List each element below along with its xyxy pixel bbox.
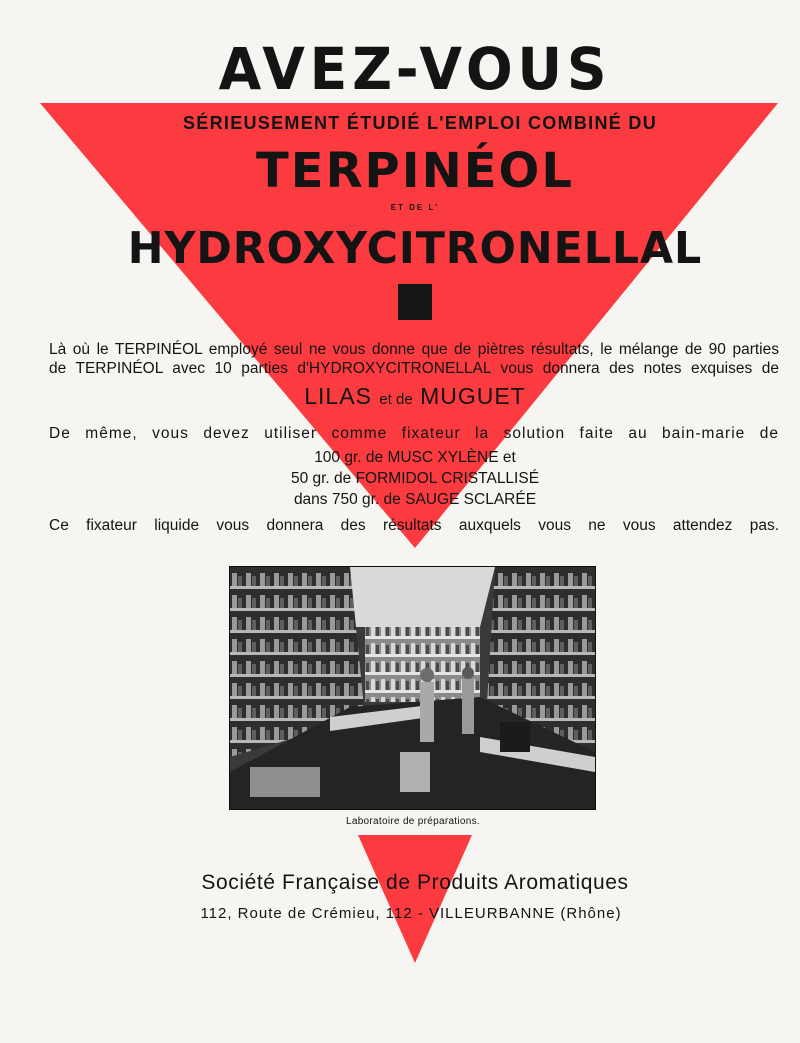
connector-text: ET DE L' — [390, 203, 440, 212]
recipe-line: 100 gr. de MUSC XYLÈNE et — [314, 449, 516, 466]
recipe-line: 50 gr. de FORMIDOL CRISTALLISÉ — [290, 470, 540, 487]
product-name-hydroxycitronellal: HYDROXYCITRONELLAL — [127, 223, 703, 274]
flower-joiner: et de — [379, 391, 413, 408]
black-square-ornament — [398, 284, 432, 320]
company-name: Société Française de Produits Aromatiques — [201, 871, 629, 894]
company-address: 112, Route de Crémieu, 112 - VILLEURBANNE (Rhône) — [200, 905, 622, 922]
flower-lilas: LILAS — [304, 383, 372, 409]
headline: AVEZ-VOUS — [218, 35, 612, 103]
small-red-triangle — [358, 835, 472, 963]
paragraph-3: Ce fixateur liquide vous donnera des résultats auxquels vous ne vous attendez pas. — [49, 517, 779, 534]
paragraph-1-line-2: de TERPINÉOL avec 10 parties d'HYDROXYCITRONELLAL vous donnera des notes exquises de — [49, 360, 779, 377]
recipe-line: dans 750 gr. de SAUGE SCLARÉE — [293, 491, 537, 508]
photo-caption: Laboratoire de préparations. — [345, 816, 481, 827]
product-name-terpineol: TERPINÉOL — [256, 143, 574, 199]
paragraph-1-line-1: Là où le TERPINÉOL employé seul ne vous donne que de piètres résultats, le mélange de 90 parties — [49, 341, 779, 358]
paragraph-2: De même, vous devez utiliser comme fixateur la solution faite au bain-marie de — [49, 425, 779, 442]
flower-muguet: MUGUET — [420, 383, 526, 409]
laboratory-photo — [229, 566, 596, 810]
subhead: SÉRIEUSEMENT ÉTUDIÉ L'EMPLOI COMBINÉ DU — [182, 113, 657, 133]
flower-notes — [0, 381, 800, 415]
